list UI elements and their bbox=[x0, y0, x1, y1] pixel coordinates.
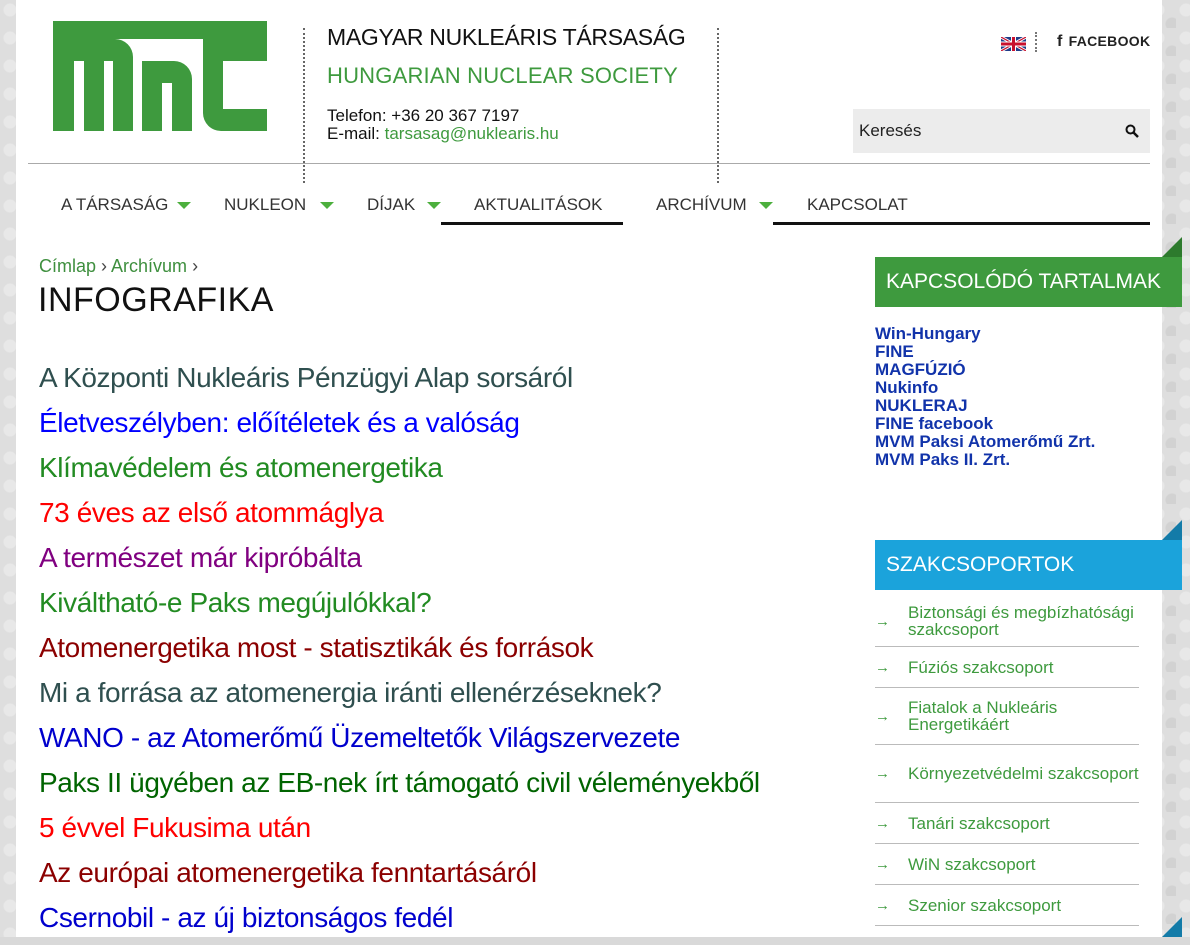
page-title: INFOGRAFIKA bbox=[38, 281, 274, 319]
group-item[interactable]: → Biztonsági és megbízhatósági szakcsoport bbox=[875, 596, 1139, 647]
nav-item-kapcsolat[interactable]: KAPCSOLAT bbox=[807, 195, 908, 214]
related-link[interactable]: FINE bbox=[875, 342, 914, 361]
article-link[interactable]: Klímavédelem és atomenergetika bbox=[39, 452, 443, 483]
email-label: E-mail: bbox=[327, 124, 385, 143]
group-item[interactable]: → Fiatalok a Nukleáris Energetikáért bbox=[875, 688, 1139, 745]
related-link[interactable]: MVM Paksi Atomerőmű Zrt. bbox=[875, 432, 1096, 451]
header-divider bbox=[303, 28, 305, 183]
main-nav bbox=[28, 185, 1150, 225]
box-corner bbox=[1162, 520, 1182, 540]
facebook-icon: f bbox=[1057, 33, 1063, 50]
arrow-right-icon: → bbox=[875, 658, 890, 676]
related-link[interactable]: NUKLERAJ bbox=[875, 396, 968, 415]
arrow-right-icon: → bbox=[875, 765, 890, 782]
article-link[interactable]: A természet már kipróbálta bbox=[39, 542, 362, 573]
article-link[interactable]: Mi a forrása az atomenergia iránti ellenérzéseknek? bbox=[39, 677, 662, 708]
header-separator bbox=[28, 163, 1150, 164]
chevron-down-icon[interactable] bbox=[759, 202, 773, 209]
email-line bbox=[327, 125, 559, 143]
article-link[interactable]: WANO - az Atomerőmű Üzemeltetők Világszervezete bbox=[39, 722, 680, 753]
nav-active-underline bbox=[773, 222, 1150, 225]
article-link[interactable]: A Központi Nukleáris Pénzügyi Alap sorsáról bbox=[39, 362, 573, 393]
nav-item-archivum[interactable]: ARCHÍVUM bbox=[656, 195, 747, 214]
groups-list bbox=[875, 596, 1139, 926]
breadcrumb-separator: › bbox=[96, 256, 112, 276]
article-link[interactable]: Életveszélyben: előítéletek és a valóság bbox=[39, 407, 520, 438]
arrow-right-icon: → bbox=[875, 707, 890, 725]
arrow-right-icon: → bbox=[875, 855, 890, 873]
nav-item-dijak[interactable]: DÍJAK bbox=[367, 195, 416, 214]
article-list bbox=[39, 360, 760, 945]
phone-text: Telefon: +36 20 367 7197 bbox=[327, 106, 520, 125]
mnt-logo[interactable] bbox=[53, 21, 267, 131]
arrow-right-icon: → bbox=[875, 814, 890, 832]
search-input[interactable] bbox=[853, 109, 1109, 153]
article-link[interactable]: Kiváltható-e Paks megújulókkal? bbox=[39, 587, 432, 618]
box-corner bbox=[1162, 917, 1182, 937]
article-link[interactable]: Paks II ügyében az EB-nek írt támogató civil véleményekből bbox=[39, 767, 760, 798]
article-link[interactable]: Atomenergetika most - statisztikák és források bbox=[39, 632, 594, 663]
breadcrumb-archive[interactable]: Archívum bbox=[111, 256, 188, 276]
email-link[interactable]: tarsasag@nuklearis.hu bbox=[384, 124, 559, 143]
related-link[interactable]: Nukinfo bbox=[875, 378, 939, 397]
group-item[interactable]: → Fúziós szakcsoport bbox=[875, 647, 1139, 688]
box-corner bbox=[1162, 237, 1182, 257]
nav-item-aktualitasok[interactable]: AKTUALITÁSOK bbox=[474, 195, 603, 214]
related-link[interactable]: FINE facebook bbox=[875, 414, 994, 433]
facebook-link[interactable] bbox=[1057, 33, 1150, 51]
article-link[interactable]: Csernobil - az új biztonságos fedél bbox=[39, 902, 454, 933]
chevron-down-icon[interactable] bbox=[427, 202, 441, 209]
nav-active-underline bbox=[441, 222, 623, 225]
nav-item-nukleon[interactable]: NUKLEON bbox=[224, 195, 307, 214]
english-flag-icon[interactable] bbox=[1001, 37, 1026, 51]
groups-header: SZAKCSOPORTOK bbox=[875, 540, 1182, 590]
page-container bbox=[16, 0, 1162, 937]
search-icon[interactable] bbox=[1125, 124, 1139, 138]
header-divider bbox=[717, 28, 719, 183]
header-divider bbox=[1035, 32, 1037, 52]
group-item[interactable]: → WiN szakcsoport bbox=[875, 844, 1139, 885]
breadcrumb bbox=[39, 256, 198, 277]
arrow-right-icon: → bbox=[875, 896, 890, 914]
related-link[interactable]: Win-Hungary bbox=[875, 324, 981, 343]
org-name-hu: MAGYAR NUKLEÁRIS TÁRSASÁG bbox=[327, 24, 686, 50]
related-content-header: KAPCSOLÓDÓ TARTALMAK bbox=[875, 257, 1182, 307]
related-link[interactable]: MVM Paks II. Zrt. bbox=[875, 450, 1011, 469]
article-link[interactable]: Az európai atomenergetika fenntartásáról bbox=[39, 857, 537, 888]
group-item[interactable]: → Környezetvédelmi szakcsoport bbox=[875, 745, 1139, 803]
related-links bbox=[875, 325, 1095, 469]
chevron-down-icon[interactable] bbox=[177, 202, 191, 209]
related-link[interactable]: MAGFÚZIÓ bbox=[875, 360, 966, 379]
group-item[interactable]: → Tanári szakcsoport bbox=[875, 803, 1139, 844]
contact-info bbox=[327, 107, 559, 143]
arrow-right-icon: → bbox=[875, 612, 890, 630]
article-link[interactable]: 73 éves az első atommáglya bbox=[39, 497, 384, 528]
search-box bbox=[853, 109, 1150, 153]
nav-item-tarsasag[interactable]: A TÁRSASÁG bbox=[61, 195, 169, 214]
facebook-label: FACEBOOK bbox=[1068, 33, 1151, 49]
chevron-down-icon[interactable] bbox=[320, 202, 334, 209]
group-item[interactable]: → Szenior szakcsoport bbox=[875, 885, 1139, 926]
breadcrumb-separator: › bbox=[187, 256, 199, 276]
org-name-en: HUNGARIAN NUCLEAR SOCIETY bbox=[327, 63, 678, 88]
article-link[interactable]: 5 évvel Fukusima után bbox=[39, 812, 311, 843]
breadcrumb-home[interactable]: Címlap bbox=[39, 256, 97, 276]
